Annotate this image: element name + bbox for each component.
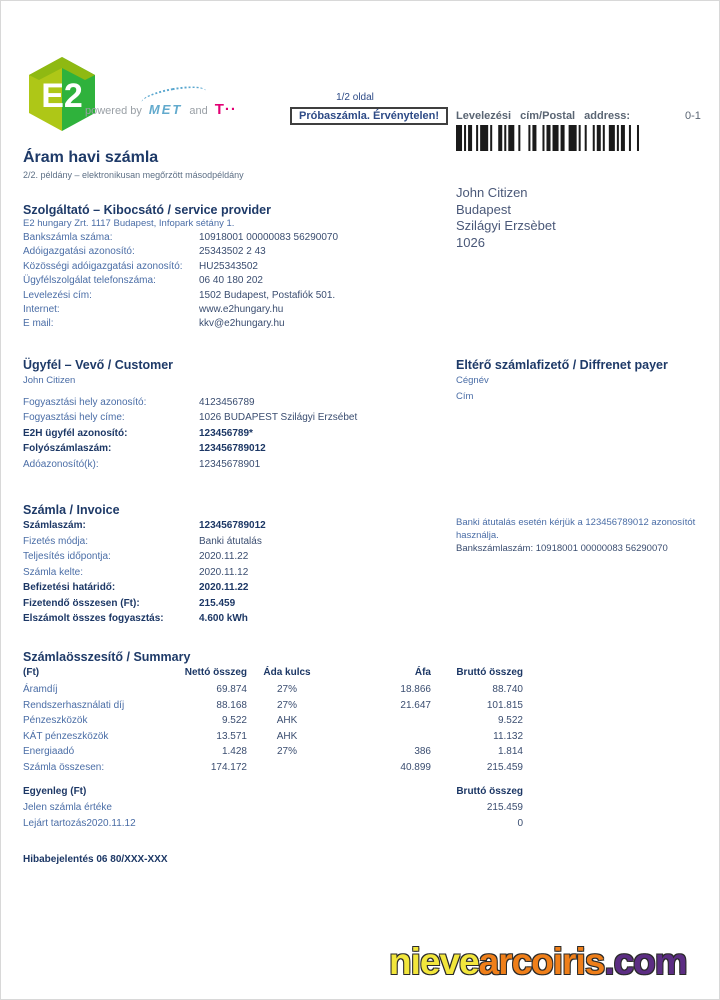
balance-row: Lejárt tartozás2020.11.12 0: [23, 817, 523, 829]
provider-details: [23, 231, 493, 332]
watermark-part2: arcoiris: [478, 941, 605, 982]
watermark-part3: .com: [604, 941, 687, 982]
customer-row: Fogyasztási hely címe: 1026 BUDAPEST Szilágyi Erzsébet: [23, 412, 358, 424]
invoice-row: Fizetés módja: Banki átutalás: [23, 535, 262, 547]
recipient-street: Szilágyi Erzsèbet: [456, 218, 556, 233]
invoice-row: Számlaszám: 123456789012: [23, 520, 266, 531]
summary-section-heading: Számlaösszesítő / Summary: [23, 650, 191, 664]
other-payer-heading: Eltérő számlafizető / Diffrenet payer: [456, 358, 668, 372]
provider-row: Ügyfélszolgálat telefonszáma: 06 40 180 202: [23, 275, 263, 287]
invoice-row: Elszámolt összes fogyasztás: 4.600 kWh: [23, 613, 248, 624]
telekom-logo: T··: [214, 101, 237, 118]
watermark-url: [389, 941, 687, 983]
powered-by-row: [85, 101, 237, 119]
bank-transfer-note: [456, 516, 714, 555]
document-title: Áram havi számla: [23, 149, 159, 166]
summary-col-afa: Áfa: [414, 667, 431, 678]
summary-row: Pénzeszközök 9.522 AHK 9.522: [23, 715, 523, 727]
e2-logo-icon: [21, 56, 103, 137]
error-report-line: Hibabejelentés 06 80/XXX-XXX: [23, 854, 168, 865]
customer-row: Folyószámlaszám: 123456789012: [23, 443, 266, 455]
watermark-part1: nieve: [389, 941, 479, 982]
balance-rows: [23, 800, 523, 831]
page-number-label: 1/2 oldal: [336, 92, 374, 103]
postal-address-label: Levelezési cím/Postal address:: [456, 110, 631, 122]
svg-text:E2: E2: [41, 77, 83, 115]
document-subtitle: 2/2. példány – elektronikusan megőrzött másodpéldány: [23, 170, 244, 180]
summary-col-kulcs: Áda kulcs: [263, 667, 311, 678]
invoice-details: [23, 518, 493, 627]
customer-name: John Citizen: [23, 375, 76, 386]
invoice-row: Teljesítés időpontja: 2020.11.22: [23, 551, 249, 562]
provider-section-heading: Szolgáltató – Kibocsátó / service provider: [23, 203, 271, 217]
powered-by-label: powered by: [85, 105, 142, 117]
invoice-row: Számla kelte: 2020.11.12: [23, 566, 249, 578]
summary-row: Áramdíj 69.874 27% 18.866 88.740: [23, 684, 523, 695]
customer-row: E2H ügyfél azonosító: 123456789*: [23, 427, 253, 439]
provider-row: Levelezési cím: 1502 Budapest, Postafiók 501.: [23, 289, 336, 301]
summary-table-header: [23, 666, 523, 680]
summary-row: Rendszerhasználati díj 88.168 27% 21.647 101.815: [23, 699, 523, 711]
summary-row: KÁT pénzeszközök 13.571 AHK 11.132: [23, 730, 523, 742]
summary-total-row: Számla összesen: 174.172 40.899 215.459: [23, 761, 523, 773]
invoice-row: Fizetendő összesen (Ft): 215.459: [23, 597, 236, 609]
other-payer-company-label: Cégnév: [456, 375, 489, 386]
page-code: 0-1: [685, 110, 701, 122]
summary-row: Energiaadó 1.428 27% 386 1.814: [23, 746, 523, 758]
recipient-name: John Citizen: [456, 185, 528, 200]
account-note-text: Bankszámlaszám: 10918001 00000083 56290070: [456, 543, 668, 554]
customer-section-heading: Ügyfél – Vevő / Customer: [23, 358, 174, 372]
recipient-zip: 1026: [456, 234, 485, 250]
provider-row: Bankszámla száma: 10918001 00000083 56290070: [23, 232, 339, 243]
provider-row-email: E mail: kkv@e2hungary.hu: [23, 318, 285, 330]
provider-row: Adóigazgatási azonosító: 25343502 2 43: [23, 246, 266, 258]
summary-col-netto: Nettó összeg: [184, 667, 247, 678]
balance-header: [23, 785, 523, 799]
transfer-note-text: Banki átutalás esetén kérjük a 123456789012 azonosítót használja.: [456, 517, 696, 541]
balance-row: Jelen számla értéke 215.459: [23, 802, 523, 813]
draft-invoice-stamp: Próbaszámla. Érvénytelen!: [290, 107, 448, 125]
balance-heading: Egyenleg (Ft): [23, 786, 87, 797]
customer-row: Fogyasztási hely azonosító: 4123456789: [23, 397, 255, 408]
customer-details: [23, 395, 493, 472]
barcode: [456, 125, 641, 151]
other-payer-address-label: Cím: [456, 391, 474, 402]
and-label: and: [189, 105, 208, 117]
summary-col-brutto: Bruttó összeg: [456, 667, 523, 678]
customer-row: Adóazonosító(k): 12345678901: [23, 458, 261, 470]
provider-company-line: E2 hungary Zrt. 1117 Budapest, Infopark sétány 1.: [23, 218, 235, 229]
invoice-section-heading: Számla / Invoice: [23, 503, 120, 517]
summary-unit-label: (Ft): [23, 667, 40, 678]
provider-row-website: Internet: www.e2hungary.hu: [23, 304, 284, 316]
recipient-city: Budapest: [456, 201, 511, 217]
invoice-row: Befizetési határidő: 2020.11.22: [23, 582, 249, 593]
met-logo: MET: [149, 101, 182, 119]
summary-table-body: [23, 682, 523, 776]
provider-row: Közösségi adóigazgatási azonosító: HU25343502: [23, 260, 258, 272]
balance-col-brutto: Bruttó összeg: [456, 786, 523, 797]
